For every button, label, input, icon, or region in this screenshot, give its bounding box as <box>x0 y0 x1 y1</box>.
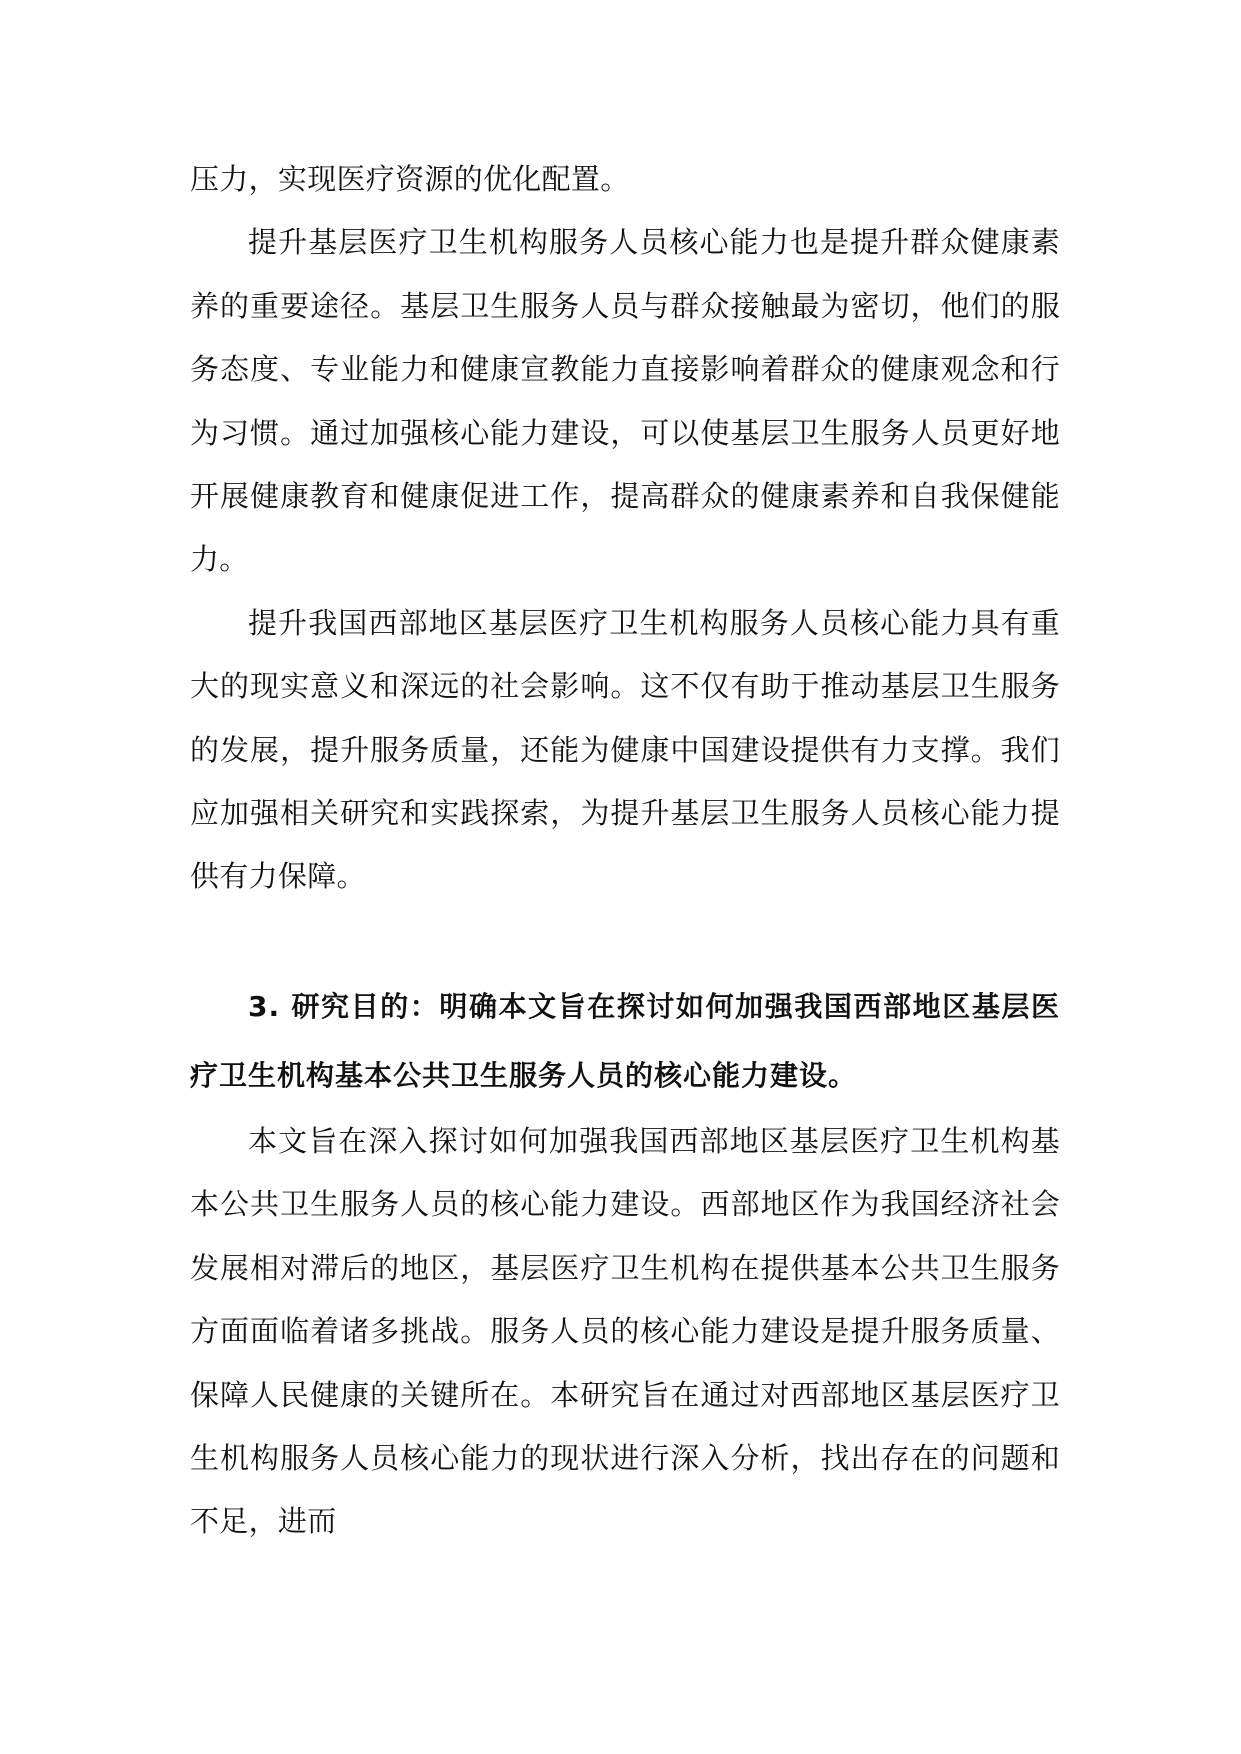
paragraph-research-purpose: 本文旨在深入探讨如何加强我国西部地区基层医疗卫生机构基本公共卫生服务人员的核心能力建设。西部地区作为我国经济社会发展相对滞后的地区，基层医疗卫生机构在提供基本公共卫生服务方面面临着诸多挑战。服务人员的核心能力建设是提升服务质量、保障人民健康的关键所在。本研究旨在通过对西部地区基层医疗卫生机构服务人员核心能力的现状进行深入分析，找出存在的问题和不足，进而 <box>190 1123 1060 1539</box>
section-spacer <box>190 909 1060 972</box>
paragraph-continued: 压力，实现医疗资源的优化配置。 <box>190 162 630 196</box>
paragraph-significance: 提升我国西部地区基层医疗卫生机构服务人员核心能力具有重大的现实意义和深远的社会影响。这不仅有助于推动基层卫生服务的发展，提升服务质量，还能为健康中国建设提供有力支撑。我们应加强相关研究和实践探索，为提升基层卫生服务人员核心能力提供有力保障。 <box>190 605 1060 894</box>
document-body <box>190 148 1060 1554</box>
section-heading-research-purpose: 3. 研究目的：明确本文旨在探讨如何加强我国西部地区基层医疗卫生机构基本公共卫生服务人员的核心能力建设。 <box>190 989 1060 1092</box>
paragraph-health-literacy: 提升基层医疗卫生机构服务人员核心能力也是提升群众健康素养的重要途径。基层卫生服务人员与群众接触最为密切，他们的服务态度、专业能力和健康宣教能力直接影响着群众的健康观念和行为习惯。通过加强核心能力建设，可以使基层卫生服务人员更好地开展健康教育和健康促进工作，提高群众的健康素养和自我保健能力。 <box>190 225 1060 577</box>
